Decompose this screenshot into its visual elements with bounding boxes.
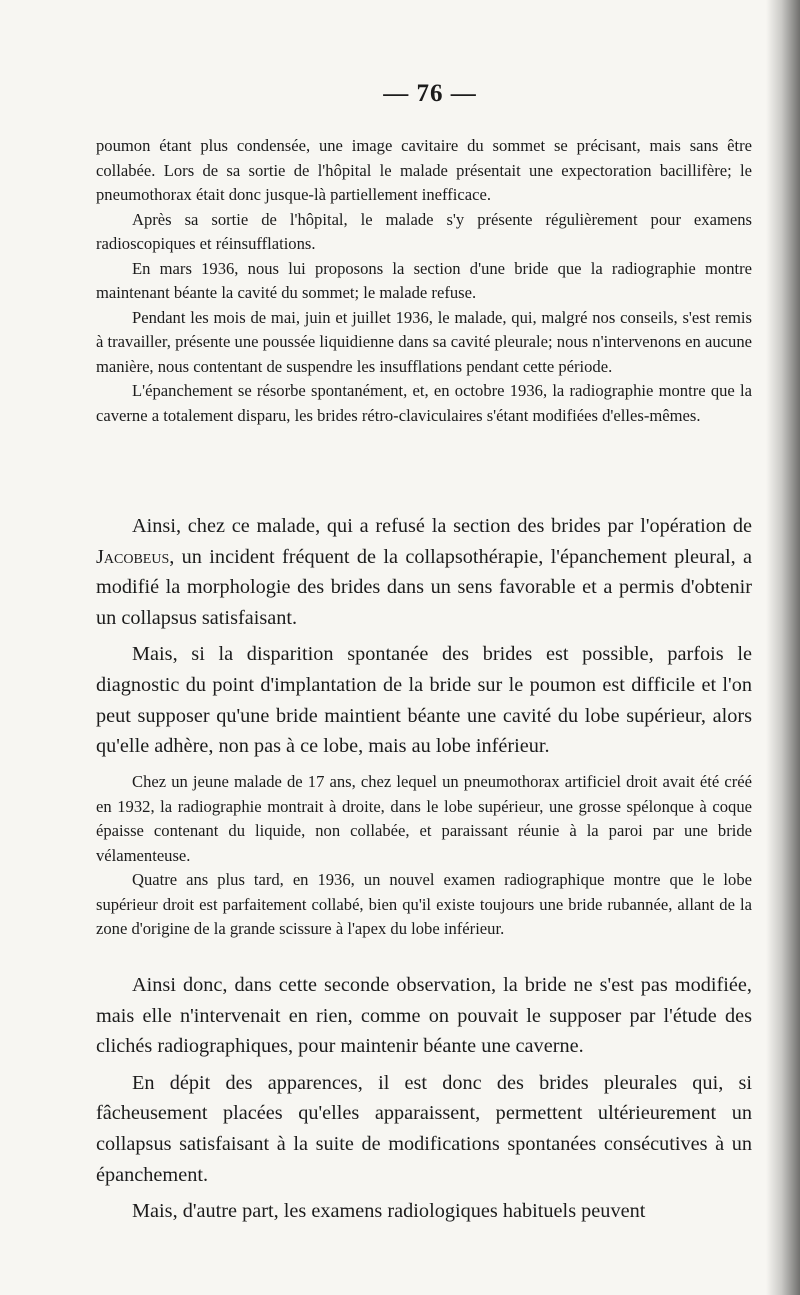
- paragraph: En mars 1936, nous lui proposons la section d'une bride que la radiographie montre maintenant béante la cavité du sommet; le malade refuse.: [96, 258, 752, 302]
- text-span: , un incident fréquent de la collapsothérapie, l'épanchement pleural, a modifié la morphologie des brides dans un sens favorable et a permis d'obtenir un collapsus satisfaisant.: [96, 545, 752, 629]
- page-number: — 76 —: [383, 80, 477, 107]
- paragraph: poumon étant plus condensée, une image cavitaire du sommet se précisant, mais sans être collabée. Lors de sa sortie de l'hôpital le malade présentait une expectoration bacillifère; le pneumothorax était donc jusque-là partiellement inefficace.: [96, 136, 752, 204]
- commentary-1: [96, 511, 752, 762]
- paragraph: L'épanchement se résorbe spontanément, et, en octobre 1936, la radiographie montre que la caverne a totalement disparu, les brides rétro-claviculaires s'étant modifiées d'elles-mêmes.: [96, 381, 752, 425]
- paragraph: Mais, si la disparition spontanée des brides est possible, parfois le diagnostic du point d'implantation de la bride sur le poumon est difficile et l'on peut supposer qu'une bride maintient béante une cavité du lobe supérieur, alors qu'elle adhère, non pas à ce lobe, mais au lobe inférieur.: [96, 643, 752, 758]
- paragraph: Ainsi donc, dans cette seconde observation, la bride ne s'est pas modifiée, mais elle n'intervenait en rien, comme on pouvait le supposer par l'étude des clichés radiographiques, pour maintenir béante une caverne.: [96, 974, 752, 1058]
- text-span: Ainsi, chez ce malade, qui a refusé la section des brides par l'opération de: [132, 515, 752, 537]
- author-name: Jacobeus: [96, 545, 170, 568]
- paragraph: Après sa sortie de l'hôpital, le malade s'y présente régulièrement pour examens radioscopiques et réinsufflations.: [96, 209, 752, 253]
- paragraph: Quatre ans plus tard, en 1936, un nouvel examen radiographique montre que le lobe supérieur droit est parfaitement collabé, bien qu'il existe toujours une bride rubannée, allant de la zone d'origine de la grande scissure à l'apex du lobe inférieur.: [96, 870, 752, 938]
- commentary-2: [96, 970, 752, 1227]
- page-edge-shadow: [766, 0, 800, 1295]
- paragraph: En dépit des apparences, il est donc des brides pleurales qui, si fâcheusement placées qu'elles apparaissent, permettent ultérieurement un collapsus satisfaisant à la suite de modifications spontanées consécutives à un épanchement.: [96, 1071, 752, 1186]
- paragraph: Chez un jeune malade de 17 ans, chez lequel un pneumothorax artificiel droit avait été créé en 1932, la radiographie montrait à droite, dans le lobe supérieur, une grosse spélonque à coque épaisse contenant du liquide, non collabée, et paraissant réunie à la paroi par une bride vélamenteuse.: [96, 772, 752, 865]
- observation-1: [96, 134, 752, 428]
- paragraph: [96, 511, 752, 633]
- observation-2: [96, 770, 752, 942]
- paragraph: Pendant les mois de mai, juin et juillet 1936, le malade, qui, malgré nos conseils, s'est remis à travailler, présente une poussée liquidienne dans sa cavité pleurale; nous n'intervenons en aucune manière, nous contentant de suspendre les insufflations pendant cette période.: [96, 307, 752, 376]
- paragraph: Mais, d'autre part, les examens radiologiques habituels peuvent: [132, 1200, 646, 1223]
